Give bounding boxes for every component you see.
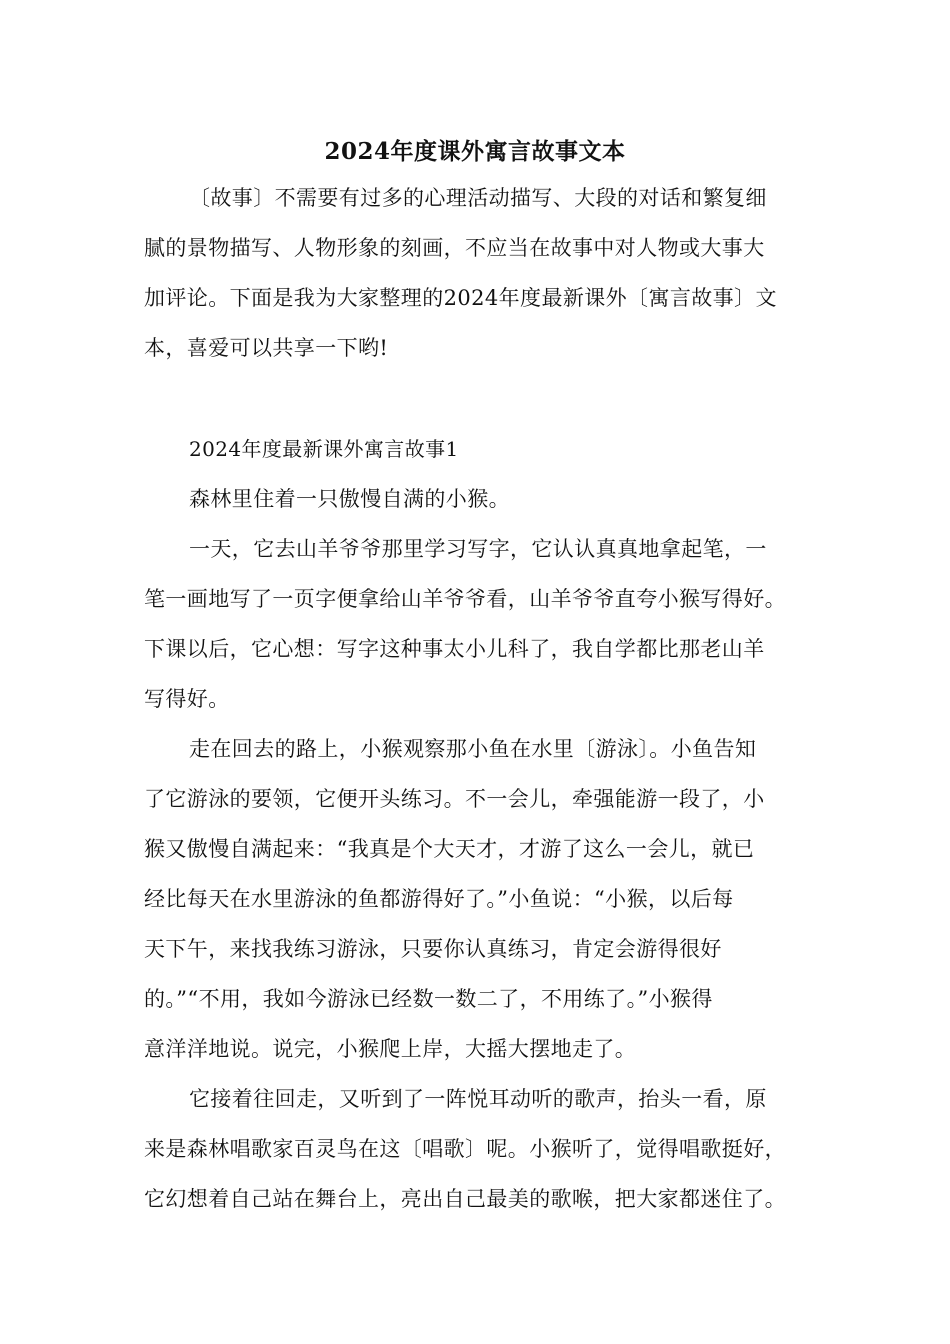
paragraph-line: 意洋洋地说。说完，小猴爬上岸，大摇大摆地走了。 <box>144 1037 637 1061</box>
paragraph-line: 的。”“不用，我如今游泳已经数一数二了，不用练了。”小猴得 <box>144 987 713 1011</box>
intro-line: 加评论。下面是我为大家整理的2024年度最新课外〔寓言故事〕文 <box>144 286 777 310</box>
paragraph-line: 天下午，来找我练习游泳，只要你认真练习，肯定会游得很好 <box>144 937 722 961</box>
paragraph-line: 猴又傲慢自满起来：“我真是个大天才，才游了这么一会儿，就已 <box>144 837 755 861</box>
paragraph-line: 下课以后，它心想：写字这种事太小儿科了，我自学都比那老山羊 <box>144 637 765 661</box>
paragraph-line: 了它游泳的要领，它便开头练习。不一会儿，牵强能游一段了，小 <box>144 787 765 811</box>
paragraph-line: 写得好。 <box>144 687 230 711</box>
paragraph-line: 笔一画地写了一页字便拿给山羊爷爷看，山羊爷爷直夸小猴写得好。 <box>144 587 786 611</box>
paragraph-line: 它接着往回走，又听到了一阵悦耳动听的歌声，抬头一看，原 <box>189 1087 767 1111</box>
section-heading: 2024年度最新课外寓言故事1 <box>189 437 459 461</box>
intro-line: 腻的景物描写、人物形象的刻画，不应当在故事中对人物或大事大 <box>144 236 765 260</box>
paragraph-line: 走在回去的路上，小猴观察那小鱼在水里〔游泳〕。小鱼告知 <box>189 737 757 761</box>
paragraph-line: 来是森林唱歌家百灵鸟在这〔唱歌〕呢。小猴听了，觉得唱歌挺好， <box>144 1137 786 1161</box>
paragraph-line: 森林里住着一只傲慢自满的小猴。 <box>189 487 510 511</box>
intro-line: 本，喜爱可以共享一下哟! <box>144 336 389 360</box>
paragraph-line: 它幻想着自己站在舞台上，亮出自己最美的歌喉，把大家都迷住了。 <box>144 1187 786 1211</box>
intro-line: 〔故事〕不需要有过多的心理活动描写、大段的对话和繁复细 <box>189 186 767 210</box>
paragraph-line: 经比每天在水里游泳的鱼都游得好了。”小鱼说：“小猴，以后每 <box>144 887 734 911</box>
paragraph-line: 一天，它去山羊爷爷那里学习写字，它认认真真地拿起笔，一 <box>189 537 767 561</box>
document-title: 2024年度课外寓言故事文本 <box>324 138 626 165</box>
